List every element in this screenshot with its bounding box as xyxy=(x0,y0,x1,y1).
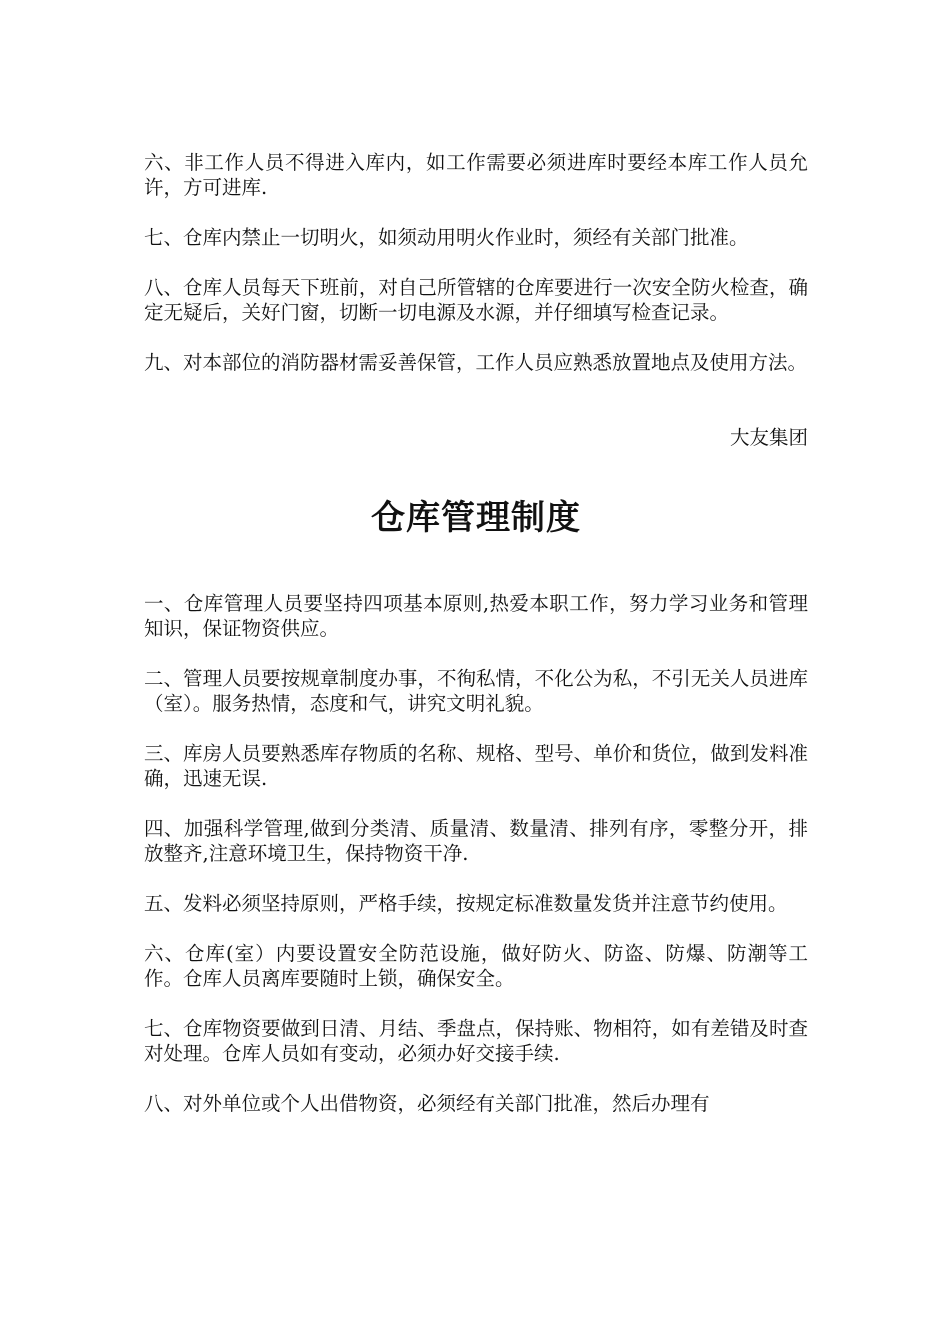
warehouse-rule-5: 五、发料必须坚持原则，严格手续，按规定标准数量发货并注意节约使用。 xyxy=(144,892,788,915)
warehouse-rule-8: 八、对外单位或个人出借物资，必须经有关部门批准，然后办理有 xyxy=(144,1092,710,1115)
rule-paragraph-9: 九、对本部位的消防器材需妥善保管，工作人员应熟悉放置地点及使用方法。 xyxy=(144,351,808,374)
warehouse-rule-4: 四、加强科学管理,做到分类清、质量清、数量清、排列有序，零整分开，排放整齐,注意环境卫生，保持物资干净. xyxy=(144,817,808,865)
rule-paragraph-6: 六、非工作人员不得进入库内，如工作需要必须进库时要经本库工作人员允许，方可进库. xyxy=(144,151,808,199)
section-title: 仓库管理制度 xyxy=(371,498,581,538)
warehouse-rule-3: 三、库房人员要熟悉库存物质的名称、规格、型号、单价和货位，做到发料准确，迅速无误. xyxy=(144,742,808,790)
warehouse-rule-2: 二、管理人员要按规章制度办事，不徇私情，不化公为私，不引无关人员进库（室）。服务热情，态度和气，讲究文明礼貌。 xyxy=(144,667,808,715)
rule-paragraph-8: 八、仓库人员每天下班前，对自己所管辖的仓库要进行一次安全防火检查，确定无疑后，关好门窗，切断一切电源及水源，并仔细填写检查记录。 xyxy=(144,276,808,324)
document-content xyxy=(144,150,808,1141)
rule-paragraph-7: 七、仓库内禁止一切明火，如须动用明火作业时，须经有关部门批准。 xyxy=(144,226,749,249)
warehouse-rule-7: 七、仓库物资要做到日清、月结、季盘点，保持账、物相符，如有差错及时查对处理。仓库人员如有变动，必须办好交接手续. xyxy=(144,1017,808,1065)
warehouse-rule-6: 六、仓库(室）内要设置安全防范设施，做好防火、防盗、防爆、防潮等工作。仓库人员离库要随时上锁，确保安全。 xyxy=(144,942,808,990)
company-signature: 大友集团 xyxy=(729,426,808,449)
warehouse-rule-1: 一、仓库管理人员要坚持四项基本原则,热爱本职工作，努力学习业务和管理知识，保证物资供应。 xyxy=(144,592,808,640)
